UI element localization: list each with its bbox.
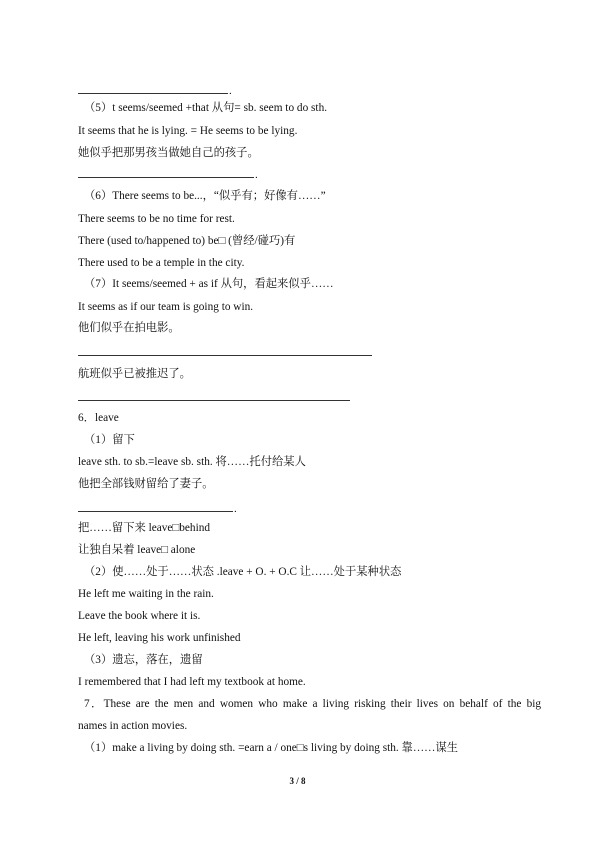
pattern-line: 把……留下来 leave□behind (78, 522, 211, 534)
example-sentence: Leave the book where it is. (78, 610, 201, 622)
item-7-heading: （7）It seems/seemed + as if 从句，看起来似乎…… (84, 278, 334, 290)
sub-heading: （1）make a living by doing sth. =earn a / one□s living by doing sth. 靠……谋生 (84, 742, 459, 754)
example-sentence: There seems to be no time for rest. (78, 213, 235, 225)
item-6-heading: （6）There seems to be...，“似乎有；好像有……” (84, 190, 326, 202)
pattern-line: There (used to/happened to) be□ (曾经/碰巧)有 (78, 235, 296, 247)
translation-prompt: 她似乎把那男孩当做她自己的孩子。 (78, 147, 259, 159)
sub-heading: （1）留下 (84, 434, 135, 446)
pattern-line: 让独自呆着 leave□ alone (78, 544, 196, 556)
translation-prompt: 航班似乎已被推迟了。 (78, 368, 191, 380)
example-sentence: It seems as if our team is going to win. (78, 301, 254, 313)
answer-blank[interactable] (78, 511, 233, 512)
section-7-heading-continued: names in action movies. (78, 720, 188, 732)
example-sentence: It seems that he is lying. = He seems to be lying. (78, 125, 298, 137)
example-sentence: I remembered that I had left my textbook at home. (78, 676, 306, 688)
example-sentence: He left me waiting in the rain. (78, 588, 214, 600)
pattern-line: leave sth. to sb.=leave sb. sth. 将……托付给某人 (78, 456, 306, 468)
page-number: 3 / 8 (289, 776, 306, 786)
sub-heading: （3）遗忘，落在，遗留 (84, 654, 203, 666)
answer-blank[interactable] (78, 177, 254, 178)
blank-period: . (229, 85, 232, 97)
blank-period: . (255, 169, 258, 181)
example-sentence: There used to be a temple in the city. (78, 257, 245, 269)
sub-heading: （2）使……处于……状态 .leave + O. + O.C 让……处于某种状态 (84, 566, 402, 578)
section-7-heading: 7．These are the men and women who make a living risking their lives on behalf of the big (84, 698, 541, 710)
example-sentence: He left, leaving his work unfinished (78, 632, 241, 644)
translation-prompt: 他把全部钱财留给了妻子。 (78, 478, 214, 490)
item-5-heading: （5）t seems/seemed +that 从句= sb. seem to do sth. (84, 102, 328, 114)
answer-blank[interactable] (78, 355, 372, 356)
answer-blank[interactable] (78, 93, 228, 94)
answer-blank[interactable] (78, 400, 350, 401)
section-6-heading: 6．leave (78, 412, 119, 424)
blank-period: . (234, 503, 237, 515)
translation-prompt: 他们似乎在拍电影。 (78, 322, 180, 334)
